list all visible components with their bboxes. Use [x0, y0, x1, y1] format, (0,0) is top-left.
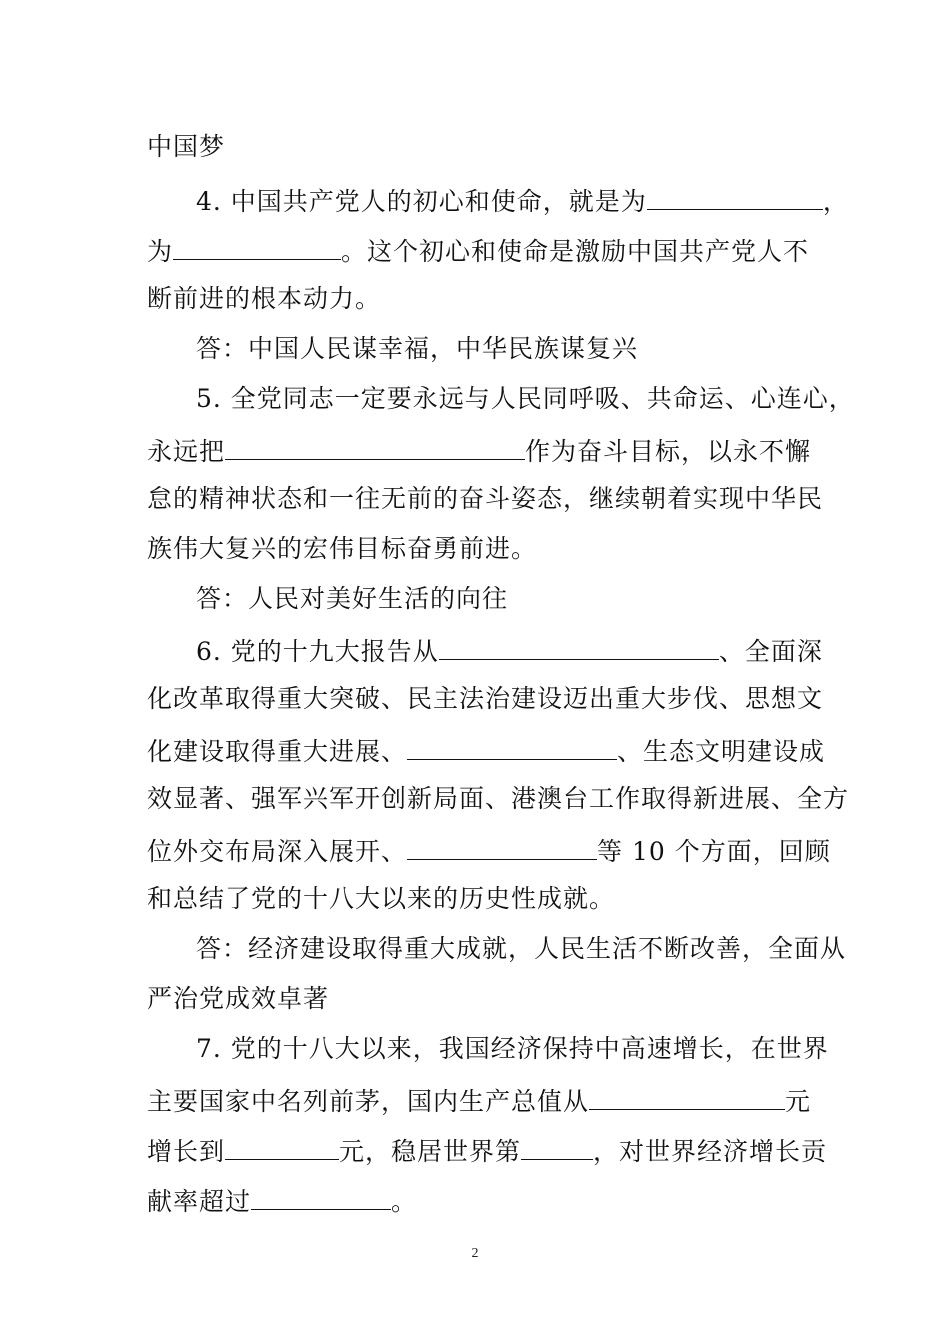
text-segment: 主要国家中名列前茅，国内生产总值从	[147, 1087, 590, 1116]
question-7-line-2	[147, 1079, 812, 1119]
question-6-line-2	[147, 679, 824, 719]
question-5-line-1	[196, 379, 855, 419]
answer-5	[196, 579, 807, 619]
text-segment: 4. 中国共产党人的初心和使命，就是为	[196, 187, 647, 216]
fill-blank	[647, 179, 823, 210]
fill-blank	[173, 229, 341, 260]
fill-blank	[251, 1179, 391, 1210]
answer-text: 严治党成效卓著	[147, 984, 330, 1013]
text-line	[147, 127, 807, 167]
question-6-line-4	[147, 779, 850, 819]
text-segment: 永远把	[147, 437, 226, 466]
answer-text: 答：人民对美好生活的向往	[196, 584, 509, 613]
text-segment: 。这个初心和使命是激励中国共产党人不	[341, 237, 810, 266]
text-segment: 5. 全党同志一定要永远与人民同呼吸、共命运、心连心，	[196, 384, 855, 413]
text-segment: 作为奋斗目标，以永不懈	[525, 437, 812, 466]
question-6-line-3	[147, 729, 826, 769]
text-segment: 怠的精神状态和一往无前的奋斗姿态，继续朝着实现中华民	[147, 484, 824, 513]
question-7-line-4	[147, 1179, 807, 1219]
fill-blank	[225, 429, 525, 460]
answer-6-line-2	[147, 979, 807, 1019]
question-4-line-1	[196, 179, 849, 219]
question-4-line-2	[147, 229, 810, 269]
fill-blank	[407, 729, 617, 760]
text-segment: 位外交布局深入展开、	[147, 837, 408, 866]
text-segment: 、生态文明建设成	[617, 737, 826, 766]
fill-blank	[589, 1079, 785, 1110]
question-5-line-2	[147, 429, 812, 469]
fill-blank	[225, 1129, 339, 1160]
text-segment: 献率超过	[147, 1187, 252, 1216]
fill-blank	[407, 829, 597, 860]
page-number: 2	[471, 1246, 479, 1261]
text-segment: ，	[822, 187, 849, 216]
answer-6-line-1	[196, 929, 847, 969]
text-segment: 元	[785, 1087, 812, 1116]
text-segment: 和总结了党的十八大以来的历史性成就。	[147, 884, 616, 913]
text-segment: 等 10 个方面，回顾	[597, 837, 831, 866]
text-segment: 增长到	[147, 1137, 226, 1166]
answer-text: 答：经济建设取得重大成就，人民生活不断改善，全面从	[196, 934, 847, 963]
question-6-line-6	[147, 879, 807, 919]
text-segment: 、全面深	[718, 637, 823, 666]
question-7-line-3	[147, 1129, 828, 1169]
text-segment: 。	[391, 1187, 418, 1216]
fill-blank	[521, 1129, 593, 1160]
fill-blank	[439, 629, 719, 660]
text-segment: 化建设取得重大进展、	[147, 737, 408, 766]
text-segment: 7. 党的十八大以来，我国经济保持中高速增长，在世界	[196, 1034, 829, 1063]
text-segment: 为	[147, 237, 174, 266]
question-4-line-3	[147, 279, 807, 319]
text-segment: 效显著、强军兴军开创新局面、港澳台工作取得新进展、全方	[147, 784, 850, 813]
answer-4	[196, 329, 807, 369]
text-segment: 元，稳居世界第	[339, 1137, 522, 1166]
text-segment: 族伟大复兴的宏伟目标奋勇前进。	[147, 534, 538, 563]
question-6-line-5	[147, 829, 831, 869]
text-segment: ，对世界经济增长贡	[593, 1137, 828, 1166]
question-6-line-1	[196, 629, 823, 669]
question-5-line-4	[147, 529, 807, 569]
text-segment: 化改革取得重大突破、民主法治建设迈出重大步伐、思想文	[147, 684, 824, 713]
text-segment: 6. 党的十九大报告从	[196, 637, 439, 666]
text-segment: 断前进的根本动力。	[147, 284, 382, 313]
question-5-line-3	[147, 479, 824, 519]
text-segment: 中国梦	[147, 132, 226, 161]
answer-text: 答：中国人民谋幸福，中华民族谋复兴	[196, 334, 639, 363]
question-7-line-1	[196, 1029, 829, 1069]
